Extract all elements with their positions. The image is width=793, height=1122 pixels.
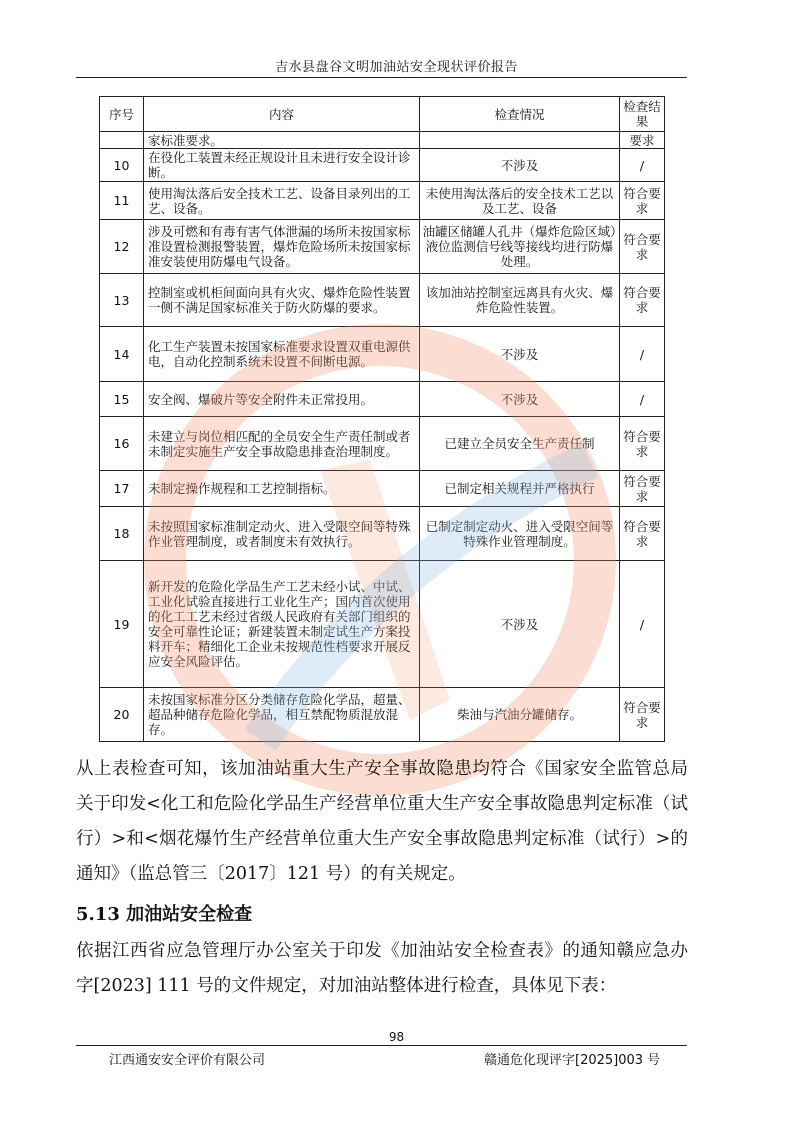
header-result: 检查结果	[620, 97, 665, 132]
cell-seq: 12	[100, 220, 144, 274]
cell-content: 未按国家标准分区分类储存危险化学品，超量、超品种储存危险化学品，相互禁配物质混放混存。	[144, 688, 420, 742]
cell-content: 化工生产装置未按国家标准要求设置双重电源供电，自动化控制系统未设置不间断电源。	[144, 327, 420, 382]
section-heading: 5.13 加油站安全检查	[76, 904, 253, 925]
table-row	[100, 182, 665, 220]
cell-seq: 14	[100, 327, 144, 382]
cell-status: 油罐区储罐人孔井（爆炸危险区域）液位监测信号线等接线均进行防爆处理。	[420, 220, 620, 274]
footer-divider	[76, 1045, 687, 1046]
cell-status: 该加油站控制室远离具有火灾、爆炸危险性装置。	[420, 274, 620, 327]
cell-result: /	[620, 327, 665, 382]
header-divider	[76, 77, 687, 78]
cell-seq: 11	[100, 182, 144, 220]
table-row	[100, 274, 665, 327]
cell-result: /	[620, 561, 665, 688]
check-table	[99, 96, 665, 742]
cell-result: 符合要求	[620, 688, 665, 742]
cell-result: 符合要求	[620, 471, 665, 507]
header-status: 检查情况	[420, 97, 620, 132]
cell-status: 不涉及	[420, 327, 620, 382]
page-number: 98	[388, 1030, 405, 1044]
cell-content: 未制定操作规程和工艺控制指标。	[144, 471, 420, 507]
cell-content: 在役化工装置未经正规设计且未进行安全设计诊断。	[144, 149, 420, 182]
cell-content: 涉及可燃和有毒有害气体泄漏的场所未按国家标准设置检测报警装置，爆炸危险场所未按国家标准安装使用防爆电气设备。	[144, 220, 420, 274]
header-title: 吉水县盘谷文明加油站安全现状评价报告	[274, 60, 518, 75]
summary-paragraph: 从上表检查可知，该加油站重大生产安全事故隐患均符合《国家安全监管总局关于印发<化工和危险化学品生产经营单位重大生产安全事故隐患判定标准（试行）>和<烟花爆竹生产经营单位重大生产安全事故隐患判定标准（试行）>的通知》（监总管三〔2017〕121 号）的有关规定。	[76, 759, 688, 884]
cell-status: 不涉及	[420, 149, 620, 182]
table-row	[100, 417, 665, 471]
cell-result: 符合要求	[620, 417, 665, 471]
table-row	[100, 688, 665, 742]
cell-seq: 17	[100, 471, 144, 507]
header-seq: 序号	[100, 97, 144, 132]
intro-paragraph: 依据江西省应急管理厅办公室关于印发《加油站安全检查表》的通知赣应急办字[2023] 111 号的文件规定，对加油站整体进行检查，具体见下表：	[76, 941, 688, 996]
cell-seq: 15	[100, 382, 144, 417]
cell-content: 未按照国家标准制定动火、进入受限空间等特殊作业管理制度，或者制度未有效执行。	[144, 507, 420, 561]
cell-result: /	[620, 382, 665, 417]
cell-status	[420, 132, 620, 149]
table-row	[100, 327, 665, 382]
cell-content: 未建立与岗位相匹配的全员安全生产责任制或者未制定实施生产安全事故隐患排查治理制度。	[144, 417, 420, 471]
cell-seq: 10	[100, 149, 144, 182]
cell-result: 符合要求	[620, 220, 665, 274]
cell-content: 控制室或机柜间面向具有火灾、爆炸危险性装置一侧不满足国家标准关于防火防爆的要求。	[144, 274, 420, 327]
table-row	[100, 507, 665, 561]
cell-status: 不涉及	[420, 561, 620, 688]
cell-seq	[100, 132, 144, 149]
cell-status: 柴油与汽油分罐储存。	[420, 688, 620, 742]
cell-result: 符合要求	[620, 507, 665, 561]
table-row	[100, 220, 665, 274]
table-row	[100, 561, 665, 688]
cell-content: 新开发的危险化学品生产工艺未经小试、中试、工业化试验直接进行工业化生产；国内首次使用的化工工艺未经过省级人民政府有关部门组织的安全可靠性论证；新建装置未制定试生产方案投料开车；精细化工企业未按规范性档要求开展反应安全风险评估。	[144, 561, 420, 688]
cell-seq: 13	[100, 274, 144, 327]
cell-status: 已制定相关规程并严格执行	[420, 471, 620, 507]
cell-result: /	[620, 149, 665, 182]
cell-result: 要求	[620, 132, 665, 149]
cell-seq: 20	[100, 688, 144, 742]
cell-content: 安全阀、爆破片等安全附件未正常投用。	[144, 382, 420, 417]
cell-seq: 16	[100, 417, 144, 471]
cell-status: 已制定制定动火、进入受限空间等特殊作业管理制度。	[420, 507, 620, 561]
footer-report-number: 赣通危化现评字[2025]003 号	[484, 1053, 661, 1068]
footer-company: 江西通安安全评价有限公司	[109, 1053, 266, 1068]
header-content: 内容	[144, 97, 420, 132]
cell-status: 不涉及	[420, 382, 620, 417]
table-row	[100, 149, 665, 182]
cell-content: 使用淘汰落后安全技术工艺、设备目录列出的工艺、设备。	[144, 182, 420, 220]
cell-result: 符合要求	[620, 182, 665, 220]
cell-content: 家标准要求。	[144, 132, 420, 149]
cell-seq: 19	[100, 561, 144, 688]
cell-result: 符合要求	[620, 274, 665, 327]
cell-status: 已建立全员安全生产责任制	[420, 417, 620, 471]
table-row-continuation	[100, 132, 665, 149]
cell-seq: 18	[100, 507, 144, 561]
table-row	[100, 382, 665, 417]
table-header-row	[100, 97, 665, 132]
table-row	[100, 471, 665, 507]
cell-status: 未使用淘汰落后的安全技术工艺以及工艺、设备	[420, 182, 620, 220]
